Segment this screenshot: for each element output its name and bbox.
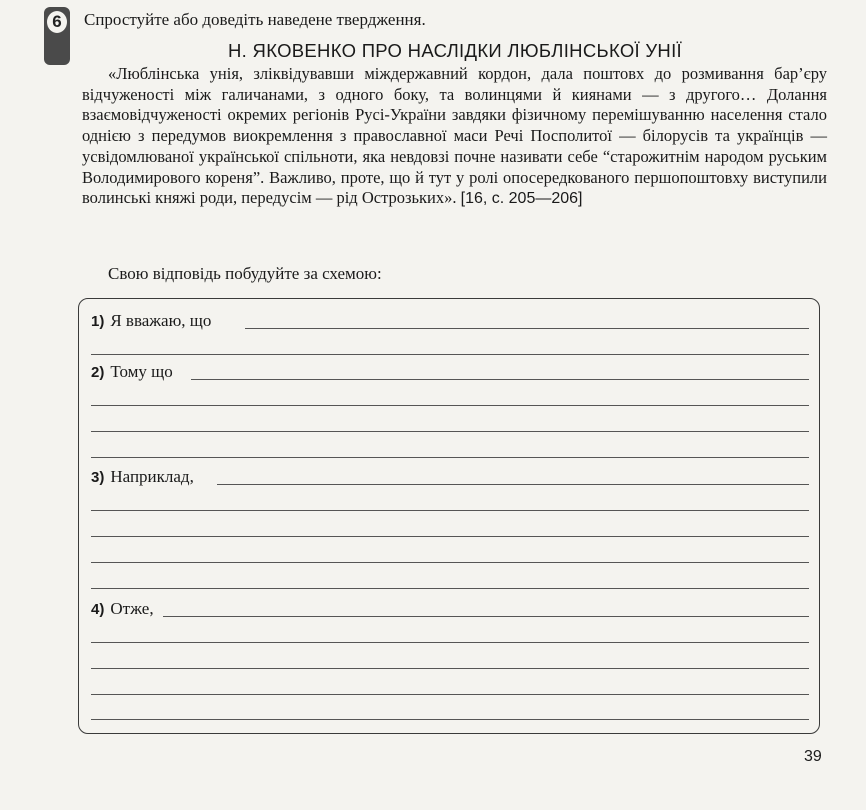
prompt-2 — [91, 362, 173, 383]
quote-text: «Люблінська унія, зліквідувавши міждержавний кордон, дала поштовх до розмивання бар’єру відчуженості між галичанами, з одного боку, та волинцями й киянами — з другого… Долання взаємовідчуженості окремих регіонів Русі-України завдяки фізичному перемішуванню населення стало однією з передумов виокремлення з православної маси Речі Посполитої — білорусів та українців — усвідомлюваної української спільноти, яка невдовзі почне називати себе “старожитнім народом руським Володимирового кореня”. Важливо, проте, що й тут у ролі опосередкованого першопоштовху виступили волинські княжі роди, передусім — рід Острозьких». — [82, 64, 827, 208]
prompt-2-number: 2) — [91, 364, 105, 381]
answer-line-3[interactable] — [191, 379, 809, 380]
answer-line-2[interactable] — [91, 354, 809, 355]
answer-line-8[interactable] — [91, 510, 809, 511]
answer-line-5[interactable] — [91, 431, 809, 432]
answer-line-12[interactable] — [163, 616, 809, 617]
answer-line-16[interactable] — [91, 719, 809, 720]
prompt-3-number: 3) — [91, 469, 105, 486]
answer-line-9[interactable] — [91, 536, 809, 537]
answer-line-10[interactable] — [91, 562, 809, 563]
answer-line-1[interactable] — [245, 328, 809, 329]
prompt-1-number: 1) — [91, 313, 105, 330]
prompt-2-text: Тому що — [110, 362, 173, 381]
page-number: 39 — [804, 748, 822, 765]
answer-box — [78, 298, 820, 734]
answer-line-15[interactable] — [91, 694, 809, 695]
prompt-4-text: Отже, — [110, 599, 154, 618]
task-number: 6 — [47, 11, 67, 33]
answer-line-4[interactable] — [91, 405, 809, 406]
prompt-3-text: Наприклад, — [110, 467, 194, 486]
task-instruction: Спростуйте або доведіть наведене твердження. — [84, 10, 426, 29]
answer-line-11[interactable] — [91, 588, 809, 589]
section-title: Н. ЯКОВЕНКО ПРО НАСЛІДКИ ЛЮБЛІНСЬКОЇ УНІЇ — [228, 40, 682, 61]
prompt-3 — [91, 467, 194, 488]
prompt-4-number: 4) — [91, 601, 105, 618]
quote-paragraph — [82, 64, 827, 210]
quote-reference: [16, с. 205—206] — [460, 190, 583, 208]
answer-line-13[interactable] — [91, 642, 809, 643]
answer-line-14[interactable] — [91, 668, 809, 669]
answer-line-7[interactable] — [217, 484, 809, 485]
scheme-intro: Свою відповідь побудуйте за схемою: — [108, 264, 382, 283]
prompt-1 — [91, 311, 211, 332]
answer-line-6[interactable] — [91, 457, 809, 458]
prompt-1-text: Я вважаю, що — [110, 311, 212, 330]
prompt-4 — [91, 599, 154, 620]
